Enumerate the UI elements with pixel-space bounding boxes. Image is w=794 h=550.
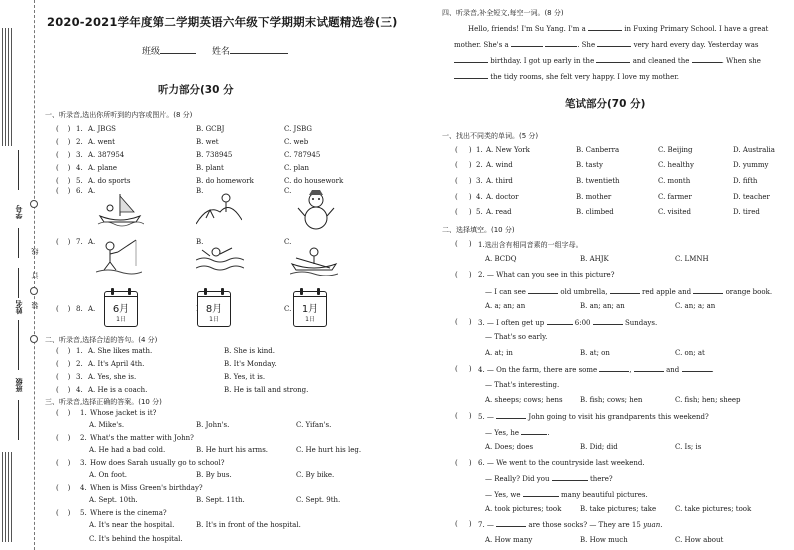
- question-4: 4. — On the farm, there are some , and .: [478, 366, 714, 374]
- option-c[interactable]: C. Beijing: [658, 146, 693, 154]
- question-number: 3.: [80, 459, 87, 467]
- answer-bracket[interactable]: ( ): [455, 412, 472, 420]
- option-a[interactable]: A. 387954: [88, 151, 125, 159]
- option-c[interactable]: C. 787945: [284, 151, 321, 159]
- question-text: orange book.: [725, 288, 773, 296]
- option-a[interactable]: A. doctor: [486, 193, 519, 201]
- option-c[interactable]: C. on; at: [675, 349, 705, 357]
- blank-input[interactable]: [523, 490, 559, 497]
- question-number: 6.: [76, 187, 83, 195]
- blank-input[interactable]: [610, 287, 640, 294]
- option-a[interactable]: A. a; an; an: [485, 302, 526, 310]
- option-b[interactable]: B. She is kind.: [224, 347, 276, 355]
- blank-input[interactable]: [547, 318, 573, 325]
- option-c[interactable]: C.: [284, 238, 292, 246]
- blank-input[interactable]: [552, 474, 588, 481]
- listening-header: 听力部分(30 分: [158, 84, 234, 96]
- option-a[interactable]: A.: [88, 187, 96, 195]
- question-text: — I often get up: [486, 319, 545, 327]
- option-c[interactable]: C.: [284, 305, 292, 313]
- answer-bracket[interactable]: ( ): [455, 146, 472, 154]
- question-number: 3.: [76, 151, 83, 159]
- question-text: — I can see: [485, 288, 526, 296]
- question-text: —: [486, 413, 494, 421]
- option-a[interactable]: A. How many: [485, 536, 533, 544]
- answer-bracket[interactable]: ( ): [455, 271, 472, 279]
- option-b[interactable]: B. fish; cows; hen: [580, 396, 643, 404]
- option-b[interactable]: B. It's in front of the hospital.: [196, 521, 301, 529]
- option-b[interactable]: B. twentieth: [576, 177, 620, 185]
- option-b[interactable]: B. Yes, it is.: [224, 373, 266, 381]
- option-c[interactable]: C. Yifan's.: [296, 421, 332, 429]
- option-b[interactable]: B. John's.: [196, 421, 230, 429]
- question-number: 6.: [478, 459, 485, 467]
- option-a[interactable]: A. It's April 4th.: [88, 360, 145, 368]
- name-input[interactable]: [230, 45, 288, 54]
- option-a[interactable]: A. at; in: [485, 349, 513, 357]
- section-title: 三、听录音,选择正确的答案。(10 分): [45, 398, 162, 406]
- question-number: 5.: [476, 208, 483, 216]
- divider: [18, 268, 19, 298]
- section-title: 二、选择填空。(10 分): [442, 226, 515, 234]
- option-b[interactable]: B.: [196, 187, 204, 195]
- option-a[interactable]: A. On foot.: [89, 471, 128, 479]
- binding-margin: [0, 0, 40, 550]
- picture-rowing: [290, 238, 338, 276]
- question-5: [478, 412, 709, 421]
- passage-line: [454, 72, 679, 81]
- question-number: 1.: [478, 241, 485, 249]
- answer-bracket[interactable]: ( ): [455, 208, 472, 216]
- divider: [18, 228, 19, 258]
- question-2: [478, 271, 614, 279]
- seat-number-label: 学号: [15, 205, 23, 219]
- answer-bracket[interactable]: ( ): [56, 151, 71, 159]
- answer-bracket[interactable]: ( ): [455, 318, 472, 326]
- question-number: 1.: [76, 347, 83, 355]
- question-text: there?: [589, 475, 613, 483]
- option-c[interactable]: C. It's behind the hospital.: [89, 535, 183, 543]
- answer-bracket[interactable]: ( ): [455, 161, 472, 169]
- name-label: 姓名: [212, 47, 231, 57]
- option-b[interactable]: B. He is tall and strong.: [224, 386, 309, 394]
- answer-bracket[interactable]: ( ): [455, 520, 472, 528]
- binding-hole: [30, 200, 38, 208]
- question-number: 4.: [80, 484, 87, 492]
- passage-text: mother. She's a: [454, 41, 509, 49]
- question-text: yuan.: [643, 521, 663, 529]
- option-a[interactable]: A. He had a bad cold.: [89, 446, 166, 454]
- question-number: 4.: [476, 193, 483, 201]
- answer-bracket[interactable]: ( ): [56, 509, 71, 517]
- option-c[interactable]: C. take pictures; took: [675, 505, 752, 513]
- option-b[interactable]: B. By bus.: [196, 471, 232, 479]
- passage-line: [454, 56, 761, 65]
- calendar-icon: [104, 291, 138, 327]
- option-a[interactable]: A. wind: [486, 161, 513, 169]
- question-text: Whose jacket is it?: [90, 409, 157, 417]
- option-b[interactable]: B. AHJK: [580, 255, 609, 263]
- option-c[interactable]: C. By bike.: [296, 471, 335, 479]
- answer-bracket[interactable]: ( ): [455, 193, 472, 201]
- option-c[interactable]: C. How about: [675, 536, 724, 544]
- section-title: 一、听录音,选出你所听到的内容或图片。(8 分): [45, 111, 193, 119]
- question-number: 2.: [80, 434, 87, 442]
- option-c[interactable]: C. JSBG: [284, 125, 313, 133]
- passage-text: and cleaned the: [632, 57, 690, 65]
- option-c[interactable]: C. web: [284, 138, 309, 146]
- option-a[interactable]: A. do sports: [88, 177, 131, 185]
- option-a[interactable]: A. took pictures; took: [485, 505, 562, 513]
- option-c[interactable]: C. He hurt his leg.: [296, 446, 362, 454]
- question-text: John going to visit his grandparents this weekend?: [528, 413, 709, 421]
- option-c[interactable]: C. visited: [658, 208, 692, 216]
- passage-line: [468, 24, 768, 33]
- question-text: 6:00: [574, 319, 591, 327]
- blank-input[interactable]: [599, 365, 629, 372]
- option-b[interactable]: B. He hurt his arms.: [196, 446, 269, 454]
- calendar-month: 8月: [205, 304, 223, 315]
- question-text: — Really? Did you: [485, 475, 550, 483]
- blank-input[interactable]: [634, 365, 664, 372]
- picture-hill-tree: [196, 190, 242, 226]
- answer-bracket[interactable]: ( ): [455, 177, 472, 185]
- option-b[interactable]: B. plant: [196, 164, 224, 172]
- question-text: old umbrella,: [560, 288, 608, 296]
- exam-title: 2020-2021学年度第二学期英语六年级下学期期末试题精选卷(三): [47, 15, 398, 29]
- binding-hole: [30, 335, 38, 343]
- answer-bracket[interactable]: ( ): [56, 138, 71, 146]
- option-b[interactable]: B. Sept. 11th.: [196, 496, 245, 504]
- answer-bracket[interactable]: ( ): [56, 386, 71, 394]
- question-number: 3.: [478, 319, 485, 327]
- class-label: 班级: [142, 47, 161, 57]
- answer-bracket[interactable]: ( ): [56, 484, 71, 492]
- question-text: Where is the cinema?: [90, 509, 167, 517]
- option-b[interactable]: B. How much: [580, 536, 628, 544]
- answer-bracket[interactable]: ( ): [56, 238, 71, 246]
- answer-bracket[interactable]: ( ): [56, 305, 71, 313]
- calendar-day: 1日: [209, 316, 219, 323]
- answer-bracket[interactable]: ( ): [455, 459, 472, 467]
- option-b[interactable]: B. Canberra: [576, 146, 620, 154]
- answer-bracket[interactable]: ( ): [56, 373, 71, 381]
- question-number: 7.: [478, 521, 485, 529]
- option-a[interactable]: A. went: [88, 138, 115, 146]
- question-number: 4.: [478, 366, 485, 374]
- option-c[interactable]: C. farmer: [658, 193, 692, 201]
- name-label: 姓名: [15, 300, 23, 314]
- option-d[interactable]: D. Australia: [733, 146, 775, 154]
- blank-input[interactable]: [693, 287, 723, 294]
- option-d[interactable]: D. fifth: [733, 177, 758, 185]
- blank-input[interactable]: [496, 412, 526, 419]
- question-number: 2.: [476, 161, 483, 169]
- blank-input[interactable]: [692, 56, 722, 63]
- passage-text: the tidy rooms, she felt very happy. I love my mother.: [490, 73, 680, 81]
- option-b[interactable]: B. GCBJ: [196, 125, 225, 133]
- question-7: [478, 520, 662, 529]
- option-c[interactable]: C. plan: [284, 164, 309, 172]
- hatch-pattern-bottom: [2, 452, 14, 542]
- question-text: are those socks? — They are 15: [528, 521, 641, 529]
- divider: [18, 150, 19, 190]
- written-header: 笔试部分(70 分): [565, 98, 646, 110]
- question-text: How does Sarah usually go to school?: [90, 459, 225, 467]
- option-a[interactable]: A. Yes, she is.: [88, 373, 137, 381]
- question-number: 8.: [76, 305, 83, 313]
- answer-bracket[interactable]: ( ): [56, 409, 71, 417]
- option-c[interactable]: C. LMNH: [675, 255, 709, 263]
- option-b[interactable]: B. wet: [196, 138, 219, 146]
- class-label: 班级: [15, 378, 23, 392]
- option-d[interactable]: D. teacher: [733, 193, 770, 201]
- question-line: — That's so early.: [485, 333, 548, 341]
- option-a[interactable]: A. He is a coach.: [88, 386, 148, 394]
- answer-bracket[interactable]: ( ): [56, 187, 71, 195]
- option-b[interactable]: B. an; an; an: [580, 302, 625, 310]
- option-c[interactable]: C.: [284, 187, 292, 195]
- option-a[interactable]: A. New York: [486, 146, 530, 154]
- question-number: 2.: [76, 138, 83, 146]
- question-text: What's the matter with John?: [90, 434, 194, 442]
- hatch-pattern-top: [2, 28, 14, 146]
- option-b[interactable]: B. do homework: [196, 177, 254, 185]
- calendar-day: 1日: [305, 316, 315, 323]
- option-a[interactable]: A. read: [486, 208, 512, 216]
- question-number: 4.: [76, 164, 83, 172]
- question-text: many beautiful pictures.: [561, 491, 648, 499]
- question-line: — That's interesting.: [485, 381, 560, 389]
- question-6: [478, 459, 645, 467]
- blank-input[interactable]: [682, 365, 712, 372]
- question-number: 1.: [76, 125, 83, 133]
- question-text: — On the farm, there are some: [486, 366, 598, 374]
- question-number: 2.: [76, 360, 83, 368]
- divider: [18, 320, 19, 370]
- question-number: 5.: [80, 509, 87, 517]
- option-b[interactable]: B. mother: [576, 193, 612, 201]
- answer-bracket[interactable]: ( ): [56, 347, 71, 355]
- answer-bracket[interactable]: ( ): [455, 365, 472, 373]
- option-d[interactable]: D. tired: [733, 208, 760, 216]
- class-input[interactable]: [160, 45, 196, 54]
- passage-text: Hello, friends! I'm Su Yang. I'm a: [468, 25, 586, 33]
- binding-word: 装: [31, 302, 39, 309]
- option-c[interactable]: C. Is; is: [675, 443, 702, 451]
- answer-bracket[interactable]: ( ): [56, 434, 71, 442]
- blank-input[interactable]: [454, 56, 488, 63]
- question-number: 2.: [478, 271, 485, 279]
- option-a[interactable]: A. BCDQ: [485, 255, 517, 263]
- option-b[interactable]: B. take pictures; take: [580, 505, 657, 513]
- blank-input[interactable]: [511, 40, 543, 47]
- calendar-icon: [293, 291, 327, 327]
- calendar-month: 1月: [301, 304, 319, 315]
- option-c[interactable]: C. healthy: [658, 161, 694, 169]
- passage-line: [454, 40, 758, 49]
- blank-input[interactable]: [545, 40, 577, 47]
- option-a[interactable]: A. She likes math.: [88, 347, 153, 355]
- option-b[interactable]: B. It's Monday.: [224, 360, 277, 368]
- blank-input[interactable]: [454, 72, 488, 79]
- question-number: 1.: [476, 146, 483, 154]
- section-title: 四、听录音,补全短文,每空一词。(8 分): [442, 9, 564, 17]
- option-a[interactable]: A. Does; does: [485, 443, 534, 451]
- passage-text: very hard every day. Yesterday was: [633, 41, 759, 49]
- passage-text: in Fuxing Primary School. I have a great: [624, 25, 769, 33]
- question-3: [478, 318, 657, 327]
- binding-word: 线: [31, 248, 39, 255]
- blank-input[interactable]: [588, 24, 622, 31]
- question-number: 3.: [76, 373, 83, 381]
- calendar-month: 6月: [112, 304, 130, 315]
- question-line: [485, 490, 648, 499]
- passage-text: . When she: [721, 57, 761, 65]
- question-text: — We went to the countryside last weekend.: [486, 459, 645, 467]
- blank-input[interactable]: [597, 40, 631, 47]
- option-b[interactable]: B. tasty: [576, 161, 603, 169]
- question-text: — What can you see in this picture?: [486, 271, 615, 279]
- question-text: —: [486, 521, 494, 529]
- option-c[interactable]: C. fish; hen; sheep: [675, 396, 741, 404]
- question-text: — Yes, he: [485, 429, 520, 437]
- binding-word: 订: [31, 272, 39, 279]
- blank-input[interactable]: [593, 318, 623, 325]
- question-number: 7.: [76, 238, 83, 246]
- option-a[interactable]: A. plane: [88, 164, 118, 172]
- option-b[interactable]: B. climbed: [576, 208, 614, 216]
- class-info: [142, 44, 196, 57]
- question-number: 1.: [80, 409, 87, 417]
- option-b[interactable]: B. 738945: [196, 151, 233, 159]
- option-b[interactable]: B.: [196, 238, 204, 246]
- question-text: and: [666, 366, 680, 374]
- question-line: — Yes, he .: [485, 429, 550, 437]
- option-c[interactable]: C. an; a; an: [675, 302, 716, 310]
- option-a[interactable]: A. It's near the hospital.: [89, 521, 175, 529]
- option-b[interactable]: B. Did; did: [580, 443, 618, 451]
- section-title: 二、听录音,选择合适的答句。(4 分): [45, 336, 158, 344]
- binding-hole: [30, 287, 38, 295]
- question-text: red apple and: [642, 288, 692, 296]
- option-c[interactable]: C. Sept. 9th.: [296, 496, 341, 504]
- option-a[interactable]: A.: [88, 305, 96, 313]
- blank-input[interactable]: [596, 56, 630, 63]
- option-c[interactable]: C. do housework: [284, 177, 344, 185]
- question-text: When is Miss Green's birthday?: [90, 484, 203, 492]
- option-a[interactable]: A. Mike's.: [89, 421, 125, 429]
- blank-input[interactable]: [496, 520, 526, 527]
- option-c[interactable]: C. month: [658, 177, 691, 185]
- option-a[interactable]: A. sheeps; cows; hens: [485, 396, 563, 404]
- passage-text: birthday. I got up early in the: [490, 57, 595, 65]
- divider: [18, 400, 19, 440]
- calendar-icon: [197, 291, 231, 327]
- question-number: 4.: [76, 386, 83, 394]
- answer-bracket[interactable]: ( ): [56, 164, 71, 172]
- picture-swimming: [196, 238, 244, 274]
- answer-bracket[interactable]: ( ): [56, 360, 71, 368]
- option-a[interactable]: A. third: [486, 177, 513, 185]
- answer-bracket[interactable]: ( ): [455, 240, 472, 248]
- question-number: 5.: [478, 413, 485, 421]
- option-b[interactable]: B. at; on: [580, 349, 610, 357]
- question-line: [485, 287, 772, 296]
- question-line: [485, 474, 613, 483]
- answer-bracket[interactable]: ( ): [56, 459, 71, 467]
- option-d[interactable]: D. yummy: [733, 161, 769, 169]
- blank-input[interactable]: [521, 428, 547, 435]
- question-text: Sundays.: [624, 319, 658, 327]
- blank-input[interactable]: [528, 287, 558, 294]
- answer-bracket[interactable]: ( ): [56, 177, 71, 185]
- picture-fishing-boat: [96, 188, 144, 228]
- option-a[interactable]: A. Sept. 10th.: [89, 496, 138, 504]
- option-a[interactable]: A.: [88, 238, 96, 246]
- section-title: 一、找出不同类的单词。(5 分): [442, 132, 539, 140]
- question-text: 选出含有相同音素的一组字母。: [484, 241, 583, 249]
- question-number: 5.: [76, 177, 83, 185]
- passage-text: . She: [577, 41, 596, 49]
- name-info: [212, 44, 288, 57]
- option-a[interactable]: A. JBGS: [88, 125, 116, 133]
- answer-bracket[interactable]: ( ): [56, 125, 71, 133]
- calendar-day: 1日: [116, 316, 126, 323]
- question-text: — Yes, we: [485, 491, 521, 499]
- picture-snowman: [296, 190, 336, 232]
- question-number: 3.: [476, 177, 483, 185]
- picture-fishing: [96, 236, 142, 276]
- question-1: [478, 240, 583, 250]
